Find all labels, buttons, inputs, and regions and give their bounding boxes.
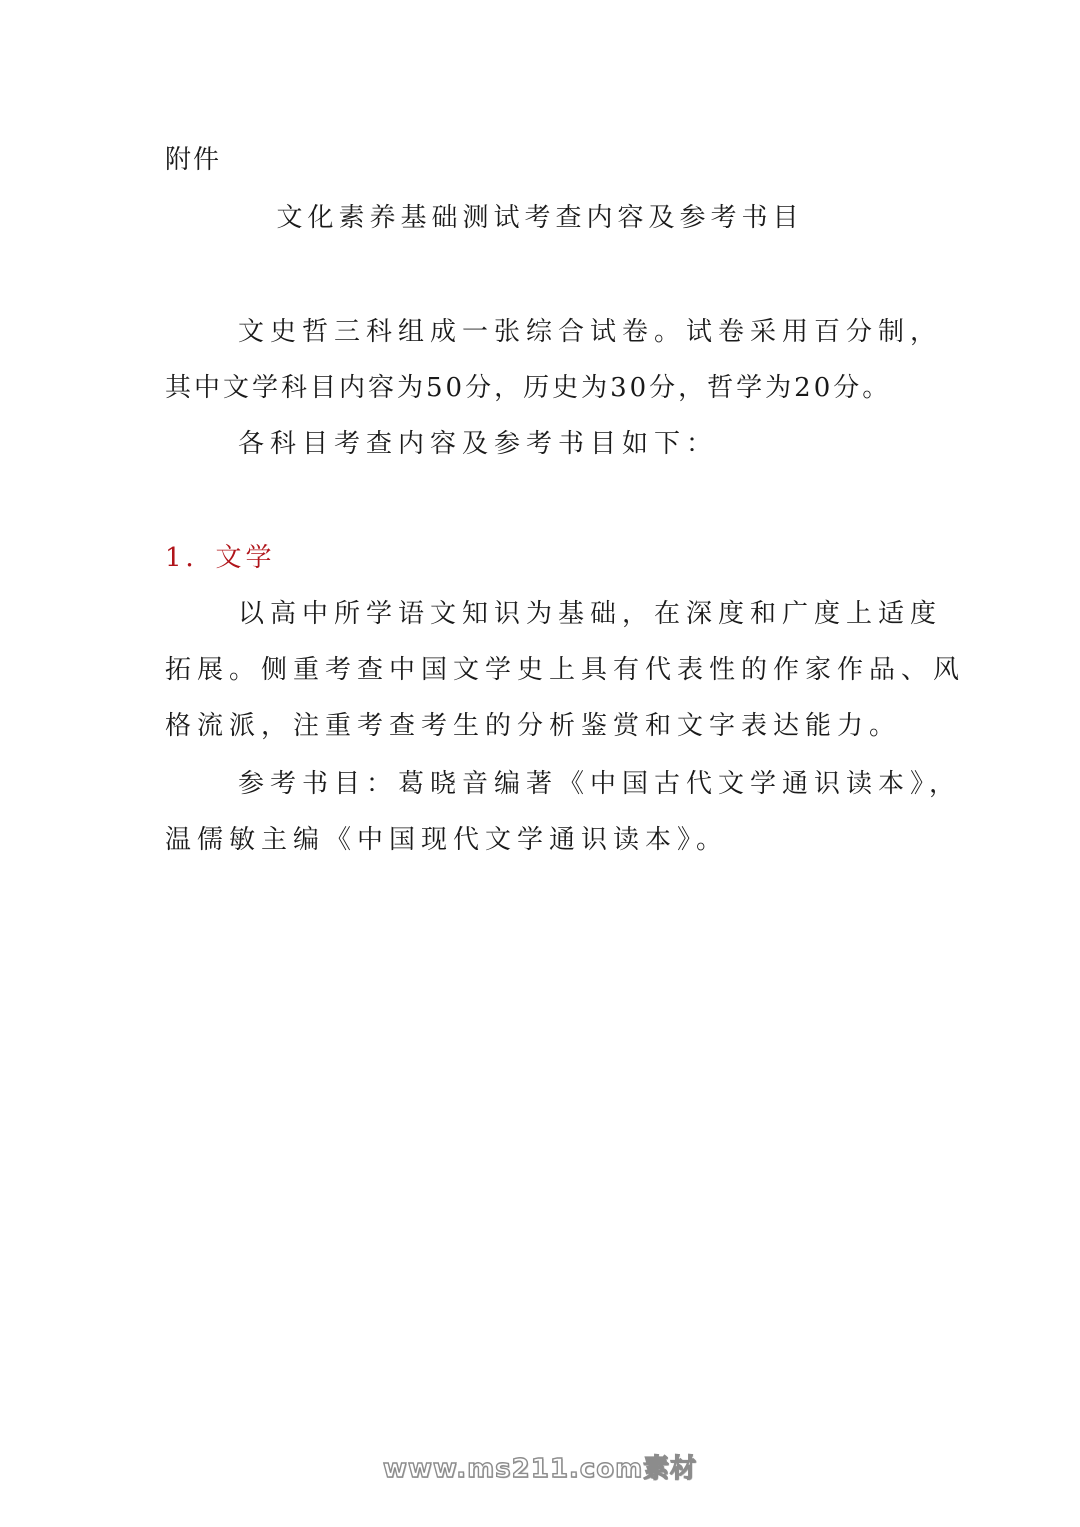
reference-books-line-1: 参考书目：葛晓音编著《中国古代文学通识读本》， [238,769,962,799]
attachment-label: 附件 [165,145,222,175]
intro-line-3: 各科目考查内容及参考书目如下： [238,429,719,459]
intro-line-1: 文史哲三科组成一张综合试卷。试卷采用百分制， [238,317,943,347]
intro-line-2: 其中文学科目内容为50分，历史为30分，哲学为20分。 [165,373,892,403]
literature-para-line-1: 以高中所学语文知识为基础，在深度和广度上适度 [238,599,943,629]
document-title: 文化素养基础测试考查内容及参考书目 [276,203,804,233]
literature-para-line-2: 拓展。侧重考查中国文学史上具有代表性的作家作品、风 [165,655,966,685]
section-heading-literature: 1．文学 [165,543,276,573]
watermark: www.ms211.com素材 [382,1454,698,1484]
reference-books-line-2: 温儒敏主编《中国现代文学通识读本》。 [165,825,729,855]
literature-para-line-3: 格流派，注重考查考生的分析鉴赏和文字表达能力。 [165,711,902,741]
